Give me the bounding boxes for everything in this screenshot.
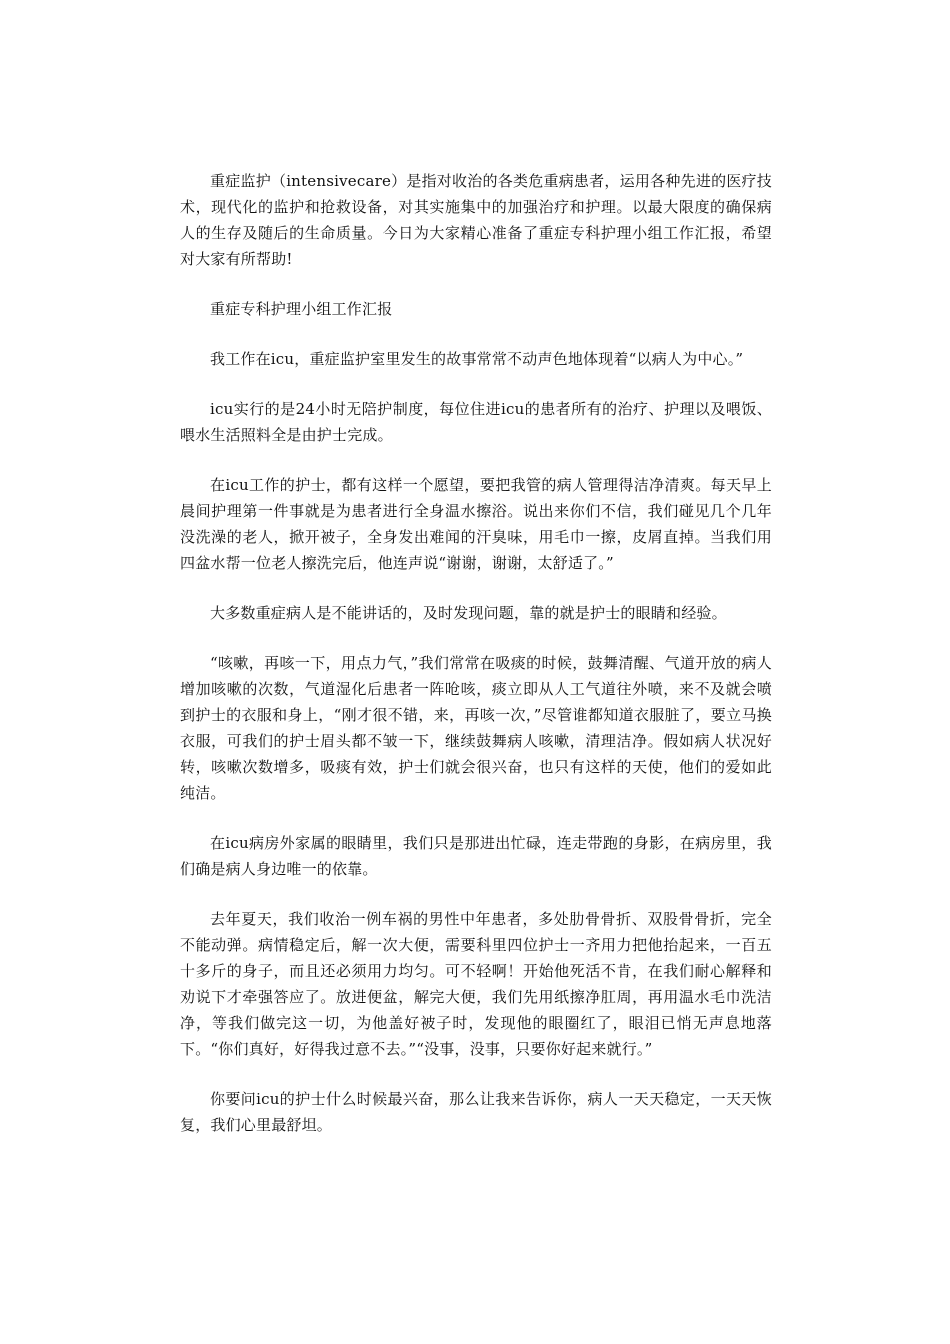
- paragraph-cough-care: “咳嗽，再咳一下，用点力气，”我们常常在吸痰的时候，鼓舞清醒、气道开放的病人增加咳嗽的次数，气道湿化后患者一阵呛咳，痰立即从人工气道往外喷，来不及就会喷到护士的衣服和身上，“刚才很不错，来，再咳一次，”尽管谁都知道衣服脏了，要立马换衣服，可我们的护士眉头都不皱一下，继续鼓舞病人咳嗽，清理洁净。假如病人状况好转，咳嗽次数增多，吸痰有效，护士们就会很兴奋，也只有这样的天使，他们的爱如此纯洁。: [180, 654, 772, 802]
- paragraph-family-view: 在icu病房外家属的眼睛里，我们只是那进出忙碌，连走带跑的身影，在病房里，我们确是病人身边唯一的依靠。: [180, 834, 772, 878]
- document-body: [180, 168, 772, 1162]
- paragraph-no-escort-policy: icu实行的是24小时无陪护制度，每位住进icu的患者所有的治疗、护理以及喂饭、喂水生活照料全是由护士完成。: [180, 400, 772, 444]
- intro-paragraph: 重症监护（intensivecare）是指对收治的各类危重病患者，运用各种先进的医疗技术，现代化的监护和抢救设备，对其实施集中的加强治疗和护理。以最大限度的确保病人的生存及随后的生命质量。今日为大家精心准备了重症专科护理小组工作汇报，希望对大家有所帮助!: [180, 172, 772, 268]
- paragraph-icu-work: 我工作在icu，重症监护室里发生的故事常常不动声色地体现着“以病人为中心。”: [210, 350, 744, 368]
- paragraph-happiest-moment: 你要问icu的护士什么时候最兴奋，那么让我来告诉你，病人一天天稳定，一天天恢复，我们心里最舒坦。: [180, 1090, 772, 1134]
- paragraph-summer-patient: 去年夏天，我们收治一例车祸的男性中年患者，多处肋骨骨折、双股骨骨折，完全不能动弹。病情稳定后，解一次大便，需要科里四位护士一齐用力把他抬起来，一百五十多斤的身子，而且还必须用力均匀。可不轻啊！开始他死活不肯，在我们耐心解释和劝说下才牵强答应了。放进便盆，解完大便，我们先用纸擦净肛周，再用温水毛巾洗洁净，等我们做完这一切，为他盖好被子时，发现他的眼圈红了，眼泪已悄无声息地落下。“你们真好，好得我过意不去。”“没事，没事，只要你好起来就行。”: [180, 910, 772, 1058]
- paragraph-observation: 大多数重症病人是不能讲话的，及时发现问题，靠的就是护士的眼睛和经验。: [210, 604, 727, 622]
- paragraph-bathing-care: 在icu工作的护士，都有这样一个愿望，要把我管的病人管理得洁净清爽。每天早上晨间护理第一件事就是为患者进行全身温水擦浴。说出来你们不信，我们碰见几个几年没洗澡的老人，掀开被子，全身发出难闻的汗臭味，用毛巾一擦，皮屑直掉。当我们用四盆水帮一位老人擦洗完后，他连声说“谢谢，谢谢，太舒适了。”: [180, 476, 772, 572]
- report-title: 重症专科护理小组工作汇报: [210, 300, 393, 318]
